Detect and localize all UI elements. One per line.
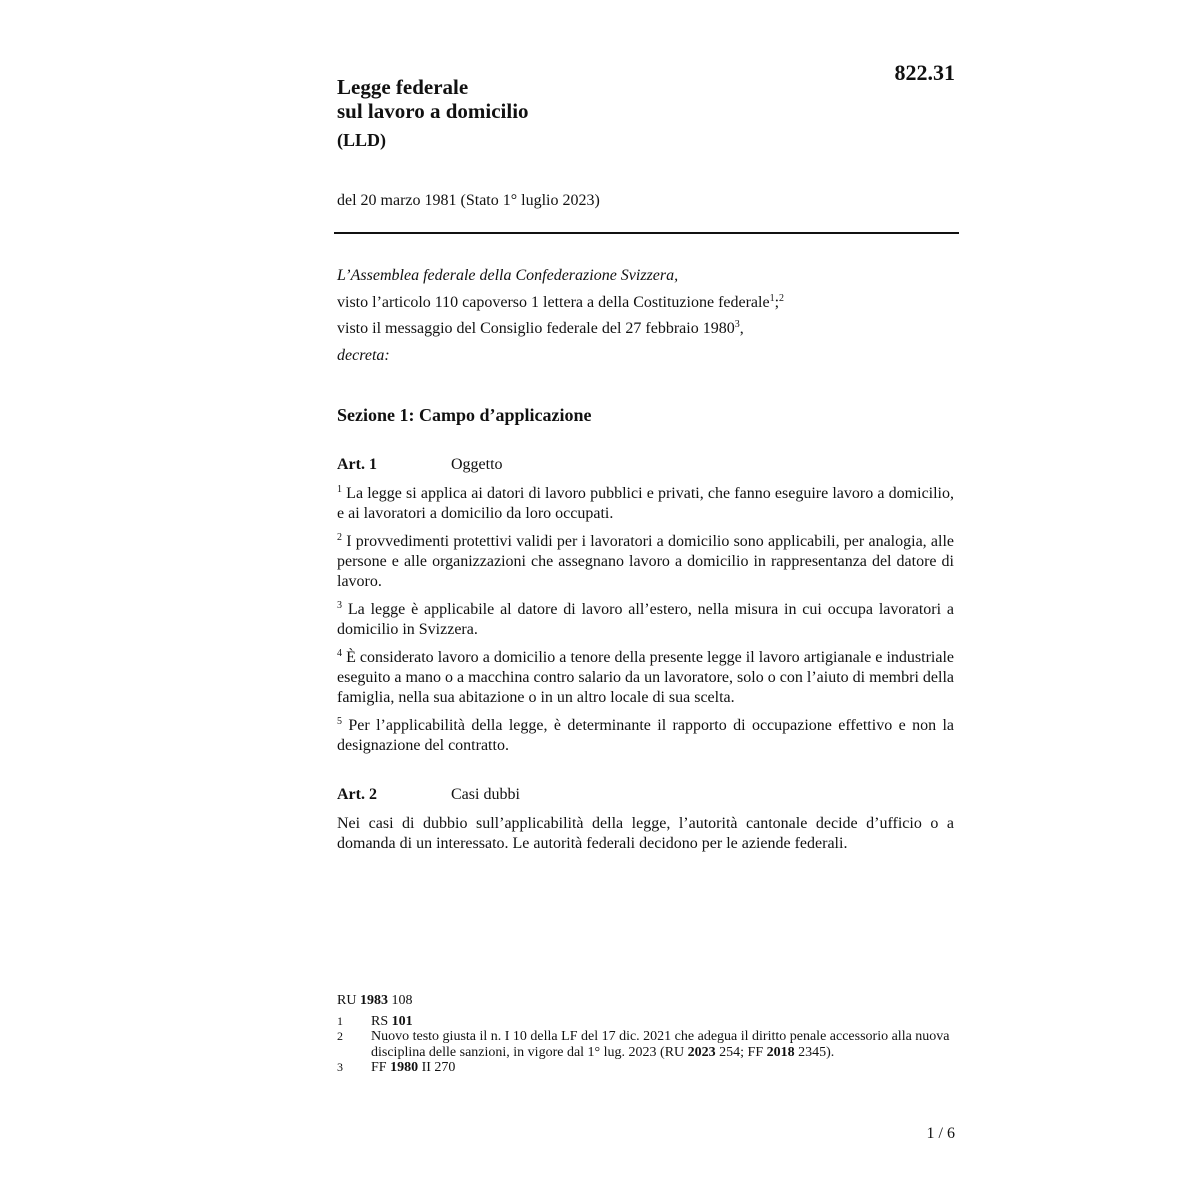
paragraph-text: La legge si applica ai datori di lavoro pubblici e privati, che fanno eseguire lavoro a domicilio, e ai lavoratori a domicilio da loro occupati. bbox=[337, 485, 955, 522]
preamble-visto-message bbox=[337, 316, 957, 343]
footnote-mark: 3 bbox=[337, 1060, 343, 1074]
article-1-paragraph-4 bbox=[337, 648, 954, 708]
date-line: del 20 marzo 1981 (Stato 1° luglio 2023) bbox=[337, 192, 600, 209]
paragraph-number: 2 bbox=[337, 532, 342, 543]
footnote-1: 1 RS 101 bbox=[337, 1013, 413, 1029]
title-line-2: sul lavoro a domicilio bbox=[337, 99, 529, 123]
visto-constitution-text: visto l’articolo 110 capoverso 1 lettera a della Costituzione federale bbox=[337, 293, 770, 311]
footnote-2: 2 Nuovo testo giusta il n. I 10 della LF del 17 dic. 2021 che adegua il diritto penale accessorio alla nuova disciplina delle sanzioni, in vigore dal 1° lug. 2023 (RU 2023 254; FF 2018 2345). bbox=[337, 1029, 950, 1060]
article-1-paragraph-1 bbox=[337, 484, 954, 524]
sr-number: 822.31 bbox=[894, 60, 955, 85]
section-title: Sezione 1: Campo d’applicazione bbox=[337, 405, 592, 425]
footnotes bbox=[337, 993, 957, 1076]
preamble-assembly: L’Assemblea federale della Confederazione Svizzera, bbox=[337, 267, 679, 284]
paragraph-number: 5 bbox=[337, 716, 342, 727]
paragraph-number: 3 bbox=[337, 600, 342, 611]
ru-reference: RU 1983 108 bbox=[337, 993, 413, 1008]
article-2-number: Art. 2 bbox=[337, 786, 377, 803]
footnote-3: 3 FF 1980 II 270 bbox=[337, 1060, 456, 1075]
preamble bbox=[337, 263, 957, 369]
paragraph-text: I provvedimenti protettivi validi per i lavoratori a domicilio sono applicabili, per analogia, alle persone e alle organizzazioni che assegnano lavoro a domicilio in rappresentanza del datore di lavoro. bbox=[337, 533, 954, 590]
header-divider bbox=[334, 232, 959, 234]
visto-message-end: , bbox=[739, 320, 744, 337]
article-1-heading: Oggetto bbox=[451, 456, 503, 473]
article-1-number: Art. 1 bbox=[337, 456, 377, 473]
article-1-header bbox=[337, 456, 503, 474]
article-2-header bbox=[337, 786, 520, 804]
article-2-body bbox=[337, 814, 954, 862]
preamble-decreta: decreta: bbox=[337, 346, 390, 364]
article-1-paragraph-5 bbox=[337, 716, 954, 756]
footnote-mark: 1 bbox=[337, 1013, 343, 1028]
footnote-ref-2[interactable]: 2 bbox=[779, 292, 785, 304]
article-1-body bbox=[337, 484, 954, 764]
paragraph-text: È considerato lavoro a domicilio a tenore della presente legge il lavoro artigianale e industriale eseguito a mano o a macchina contro salario da un lavoratore, solo o con l’aiuto di membri della famiglia, nella sua abitazione o in un altro locale di sua scelta. bbox=[337, 649, 955, 706]
footnote-ref-1[interactable]: 1 bbox=[769, 292, 775, 304]
paragraph-text: La legge è applicabile al datore di lavoro all’estero, nella misura in cui occupa lavoratori a domicilio in Svizzera. bbox=[337, 601, 955, 638]
title-line-1: Legge federale bbox=[337, 75, 469, 99]
visto-constitution-separator: ; bbox=[774, 293, 780, 311]
visto-message-text: visto il messaggio del Consiglio federale del 27 febbraio 1980 bbox=[337, 320, 735, 337]
article-1-paragraph-2 bbox=[337, 532, 954, 592]
paragraph-number: 4 bbox=[337, 648, 342, 659]
page-number: 1 / 6 bbox=[926, 1125, 955, 1142]
paragraph-text: Per l’applicabilità della legge, è determinante il rapporto di occupazione effettivo e non la designazione del contratto. bbox=[337, 717, 954, 754]
title-abbreviation: (LLD) bbox=[337, 130, 386, 150]
article-1-paragraph-3 bbox=[337, 600, 954, 640]
document-title bbox=[337, 75, 529, 123]
article-2-paragraph-1: Nei casi di dubbio sull’applicabilità della legge, l’autorità cantonale decide d’ufficio o a domanda di un interessato. Le autorità federali decidono per le aziende federali. bbox=[337, 815, 954, 852]
paragraph-number: 1 bbox=[337, 484, 342, 495]
footnote-ref-3[interactable]: 3 bbox=[734, 319, 740, 330]
article-2-heading: Casi dubbi bbox=[451, 786, 520, 803]
footnote-mark: 2 bbox=[337, 1029, 343, 1043]
preamble-visto-constitution bbox=[337, 290, 957, 317]
